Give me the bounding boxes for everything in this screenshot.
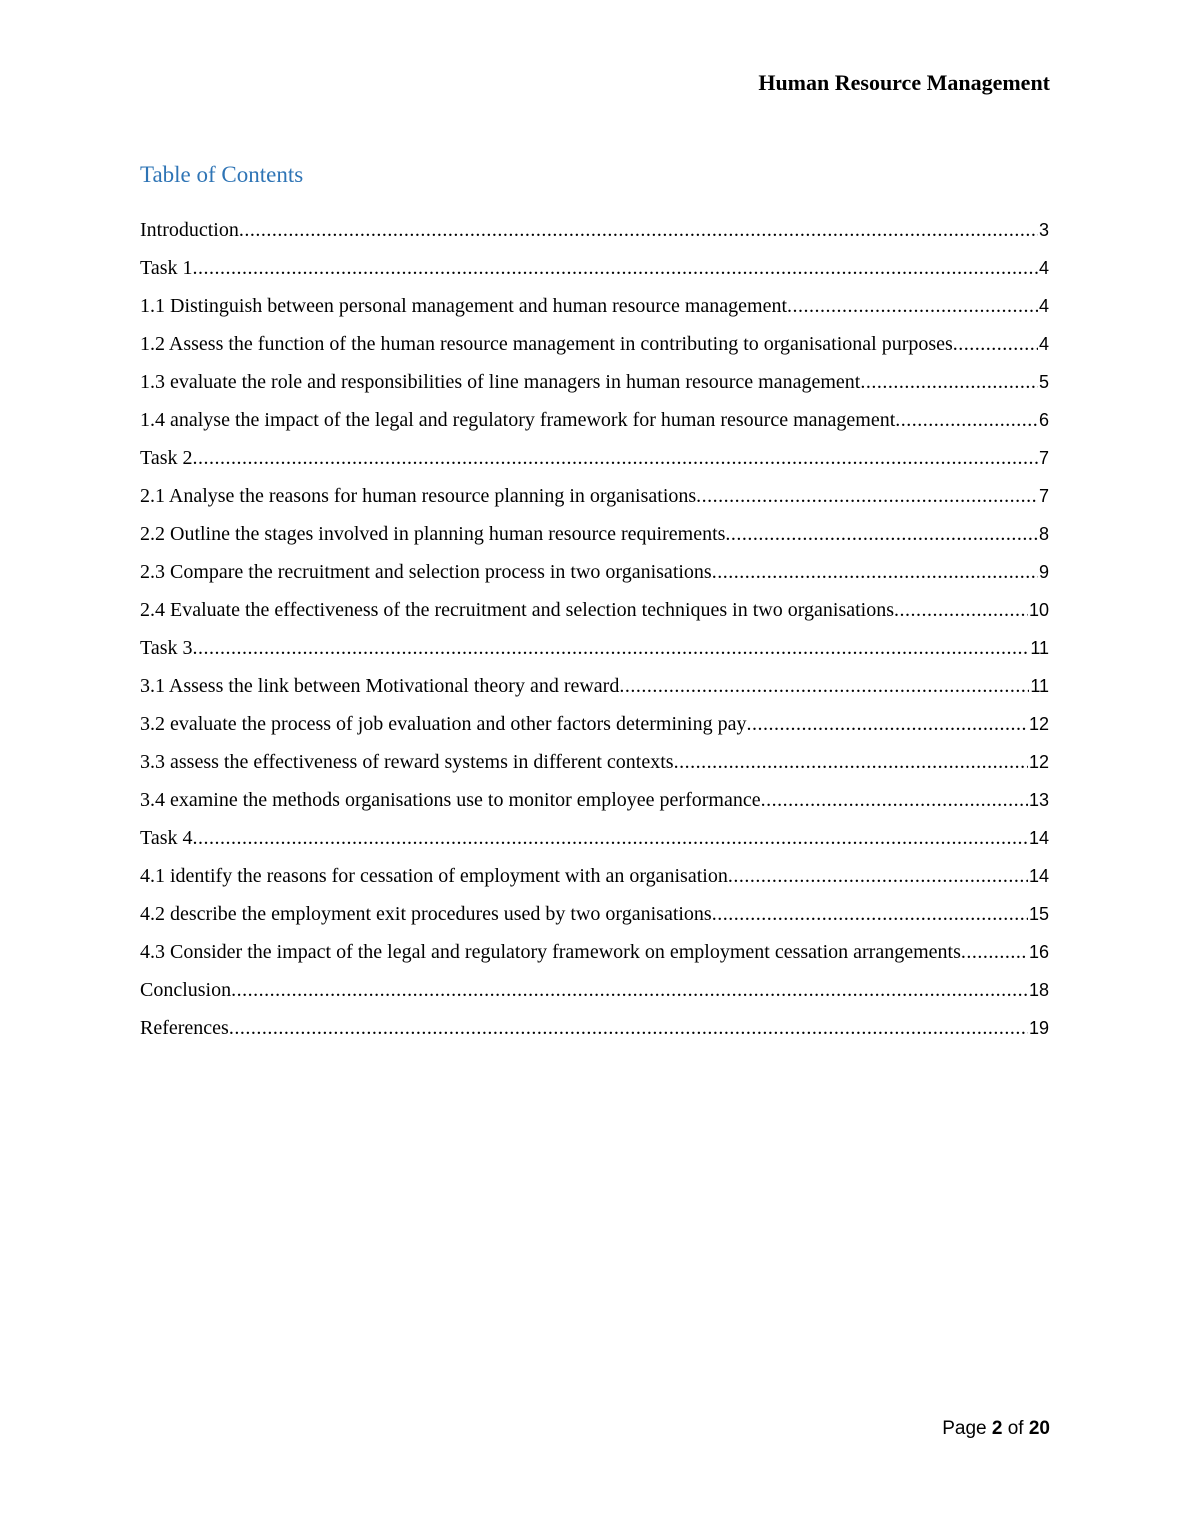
toc-dot-leader: [712, 553, 1038, 591]
toc-entry-page-number[interactable]: 13: [1028, 790, 1049, 810]
toc-dot-leader: [953, 325, 1038, 363]
toc-entry[interactable]: [140, 515, 1049, 553]
toc-entry[interactable]: [140, 819, 1049, 857]
page-footer: [942, 1418, 1050, 1440]
toc-entry-title[interactable]: 3.4 examine the methods organisations use to monitor employee performance: [140, 789, 761, 811]
toc-entry[interactable]: [140, 705, 1049, 743]
toc-entry[interactable]: [140, 667, 1049, 705]
footer-page-label: Page: [942, 1418, 987, 1439]
toc-entry-page-number[interactable]: 4: [1038, 334, 1049, 354]
toc-entry-page-number[interactable]: 8: [1038, 524, 1049, 544]
toc-entry-title[interactable]: 2.2 Outline the stages involved in planning human resource requirements: [140, 523, 726, 545]
toc-dot-leader: [192, 819, 1027, 857]
toc-entry-page-number[interactable]: 11: [1030, 676, 1049, 696]
toc-entry-page-number[interactable]: 3: [1038, 220, 1049, 240]
toc-dot-leader: [229, 1009, 1028, 1047]
toc-entry-title[interactable]: 2.3 Compare the recruitment and selection process in two organisations: [140, 561, 712, 583]
toc-dot-leader: [674, 743, 1028, 781]
toc-dot-leader: [192, 249, 1038, 287]
toc-entry-title[interactable]: 1.4 analyse the impact of the legal and regulatory framework for human resource management: [140, 409, 896, 431]
toc-entry[interactable]: [140, 553, 1049, 591]
toc-dot-leader: [192, 439, 1038, 477]
toc-entry[interactable]: [140, 933, 1049, 971]
toc-dot-leader: [192, 629, 1029, 667]
toc-entry-title[interactable]: Task 4: [140, 827, 193, 849]
toc-entry[interactable]: [140, 591, 1049, 629]
toc-entry-page-number[interactable]: 14: [1028, 828, 1049, 848]
toc-entry[interactable]: [140, 287, 1049, 325]
toc-entry-page-number[interactable]: 14: [1028, 866, 1049, 886]
toc-entry[interactable]: [140, 211, 1049, 249]
toc-entry[interactable]: [140, 477, 1049, 515]
toc-heading: Table of Contents: [140, 162, 304, 187]
toc-entry-title[interactable]: 3.2 evaluate the process of job evaluation and other factors determining pay: [140, 713, 747, 735]
toc-dot-leader: [231, 971, 1028, 1009]
toc-dot-leader: [712, 895, 1028, 933]
toc-entry-page-number[interactable]: 12: [1028, 714, 1049, 734]
toc-entry-page-number[interactable]: 6: [1038, 410, 1049, 430]
toc-list: [140, 211, 1049, 1047]
toc-dot-leader: [787, 287, 1038, 325]
toc-dot-leader: [961, 933, 1028, 971]
toc-entry-title[interactable]: 4.2 describe the employment exit procedures used by two organisations: [140, 903, 712, 925]
toc-dot-leader: [728, 857, 1028, 895]
toc-dot-leader: [746, 705, 1028, 743]
toc-entry[interactable]: [140, 1009, 1049, 1047]
toc-dot-leader: [239, 211, 1038, 249]
toc-entry-title[interactable]: References: [140, 1017, 229, 1039]
toc-entry-page-number[interactable]: 4: [1038, 296, 1049, 316]
toc-entry-page-number[interactable]: 10: [1028, 600, 1049, 620]
toc-dot-leader: [761, 781, 1028, 819]
toc-entry-title[interactable]: Task 2: [140, 447, 193, 469]
footer-of-label: of: [1007, 1418, 1024, 1439]
toc-entry-title[interactable]: 1.2 Assess the function of the human resource management in contributing to organisational purposes: [140, 333, 953, 355]
toc-entry-page-number[interactable]: 9: [1038, 562, 1049, 582]
toc-entry-title[interactable]: 3.3 assess the effectiveness of reward systems in different contexts: [140, 751, 674, 773]
toc-entry-page-number[interactable]: 5: [1038, 372, 1049, 392]
toc-entry-title[interactable]: 4.1 identify the reasons for cessation of employment with an organisation: [140, 865, 728, 887]
toc-entry[interactable]: [140, 743, 1049, 781]
toc-dot-leader: [619, 667, 1029, 705]
toc-entry[interactable]: [140, 629, 1049, 667]
toc-entry-page-number[interactable]: 19: [1028, 1018, 1049, 1038]
toc-entry-title[interactable]: Task 3: [140, 637, 193, 659]
page-header-title: Human Resource Management: [758, 70, 1050, 95]
toc-entry[interactable]: [140, 249, 1049, 287]
toc-dot-leader: [696, 477, 1038, 515]
toc-entry-title[interactable]: 1.3 evaluate the role and responsibilities of line managers in human resource management: [140, 371, 861, 393]
toc-entry[interactable]: [140, 325, 1049, 363]
toc-entry-page-number[interactable]: 18: [1028, 980, 1049, 1000]
toc-dot-leader: [894, 591, 1028, 629]
toc-entry-title[interactable]: 4.3 Consider the impact of the legal and regulatory framework on employment cessation arrangements: [140, 941, 961, 963]
toc-entry-title[interactable]: Task 1: [140, 257, 193, 279]
toc-entry-page-number[interactable]: 11: [1030, 638, 1049, 658]
toc-dot-leader: [860, 363, 1038, 401]
toc-entry-page-number[interactable]: 7: [1038, 486, 1049, 506]
footer-current-page: 2: [991, 1418, 1003, 1439]
toc-entry-page-number[interactable]: 4: [1038, 258, 1049, 278]
toc-entry[interactable]: [140, 781, 1049, 819]
toc-entry-title[interactable]: 3.1 Assess the link between Motivational theory and reward: [140, 675, 620, 697]
toc-entry-page-number[interactable]: 16: [1028, 942, 1049, 962]
toc-entry-title[interactable]: 2.1 Analyse the reasons for human resource planning in organisations: [140, 485, 697, 507]
toc-entry-title[interactable]: Conclusion: [140, 979, 232, 1001]
toc-entry-page-number[interactable]: 12: [1028, 752, 1049, 772]
toc-entry[interactable]: [140, 857, 1049, 895]
toc-entry[interactable]: [140, 895, 1049, 933]
toc-entry[interactable]: [140, 971, 1049, 1009]
toc-dot-leader: [895, 401, 1038, 439]
toc-dot-leader: [725, 515, 1038, 553]
toc-entry-title[interactable]: 2.4 Evaluate the effectiveness of the recruitment and selection techniques in two organisations: [140, 599, 895, 621]
toc-entry-title[interactable]: 1.1 Distinguish between personal management and human resource management: [140, 295, 788, 317]
toc-entry[interactable]: [140, 439, 1049, 477]
footer-total-pages: 20: [1028, 1418, 1050, 1439]
toc-entry-title[interactable]: Introduction: [140, 219, 239, 241]
toc-entry[interactable]: [140, 363, 1049, 401]
toc-entry-page-number[interactable]: 7: [1038, 448, 1049, 468]
toc-entry[interactable]: [140, 401, 1049, 439]
toc-entry-page-number[interactable]: 15: [1028, 904, 1049, 924]
